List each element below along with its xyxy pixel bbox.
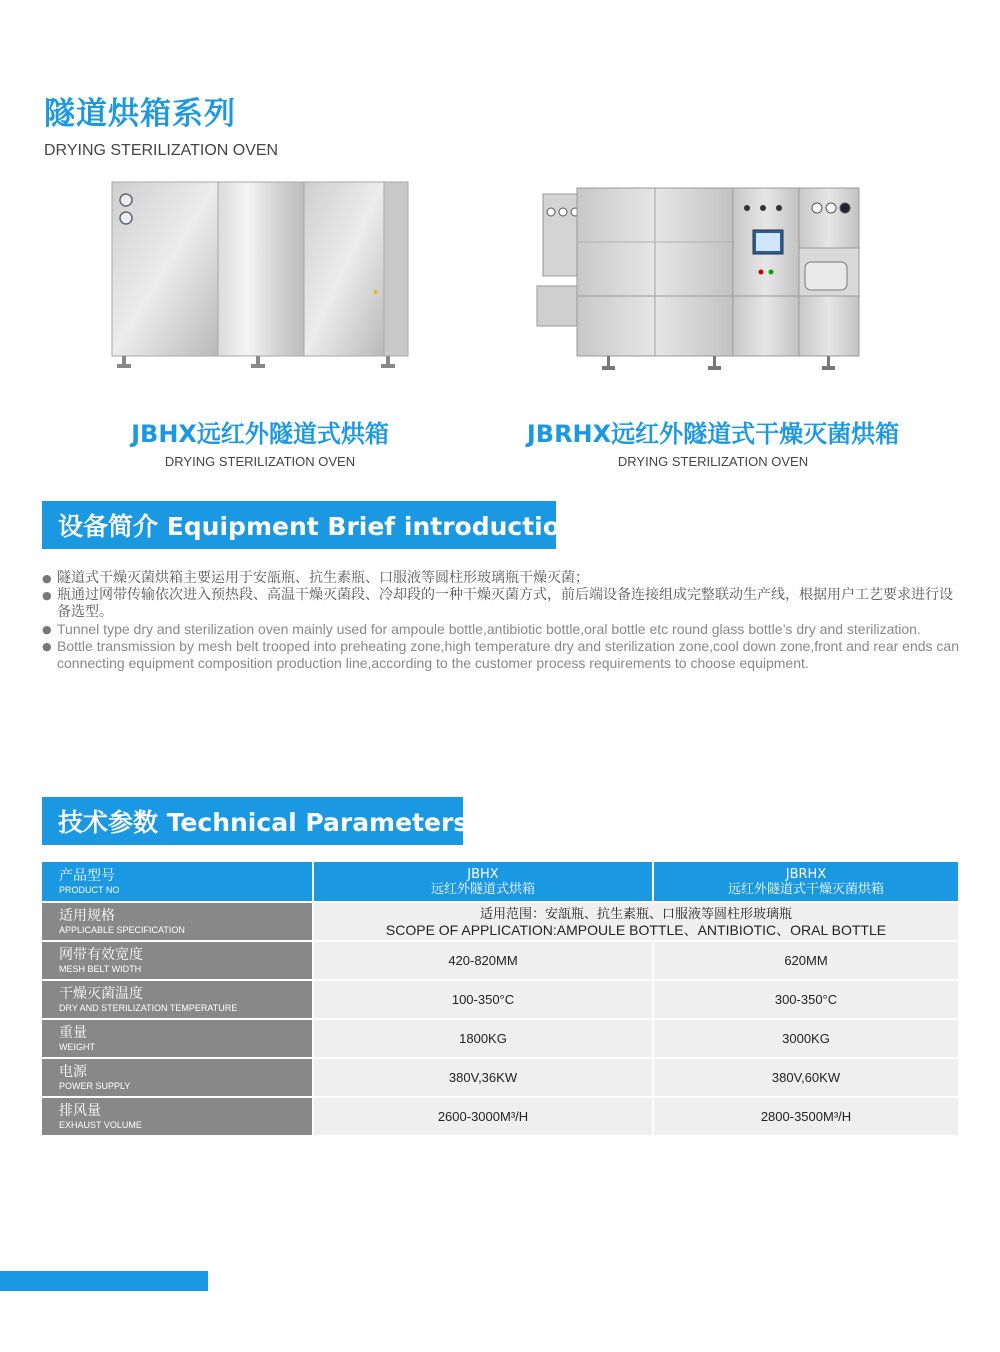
row-label bbox=[42, 1020, 314, 1057]
product-1-subtitle: DRYING STERILIZATION OVEN bbox=[164, 454, 356, 469]
row-label-zh: 适用规格 bbox=[59, 907, 115, 924]
params-heading: 技术参数 Technical Parameters bbox=[42, 797, 463, 845]
column-header-jbhx bbox=[314, 862, 654, 901]
bullet-icon: ● bbox=[42, 572, 52, 585]
row-label-en: MESH BELT WIDTH bbox=[59, 963, 142, 974]
table-cell: 380V,60KW bbox=[654, 1059, 958, 1096]
table-cell: 620MM bbox=[654, 942, 958, 979]
row-label-zh: 产品型号 bbox=[59, 867, 115, 884]
table-row bbox=[42, 981, 958, 1018]
jbhx-oven-image bbox=[108, 180, 410, 372]
table-row bbox=[42, 903, 958, 940]
intro-list bbox=[42, 570, 962, 672]
intro-item bbox=[42, 638, 962, 672]
product-2-subtitle: DRYING STERILIZATION OVEN bbox=[617, 454, 809, 469]
model-name: 远红外隧道式干燥灭菌烘箱 bbox=[727, 881, 884, 897]
table-cell: 300-350°C bbox=[654, 981, 958, 1018]
page-subtitle: DRYING STERILIZATION OVEN bbox=[44, 142, 279, 159]
row-label-en: APPLICABLE SPECIFICATION bbox=[59, 924, 185, 935]
model-code: JBRHX bbox=[785, 866, 827, 882]
intro-text: 瓶通过网带传输依次进入预热段、高温干燥灭菌段、冷却段的一种干燥灭菌方式，前后端设备连接组成完整联动生产线，根据用户工艺要求进行设备选型。 bbox=[57, 587, 953, 620]
table-cell: 100-350°C bbox=[314, 981, 654, 1018]
intro-text: Tunnel type dry and sterilization oven mainly used for ampoule bottle,antibiotic bottle,oral bottle etc round glass bottle’s dry and sterilization. bbox=[57, 621, 921, 637]
footer-accent-bar bbox=[0, 1271, 208, 1291]
row-label bbox=[42, 862, 314, 901]
row-label bbox=[42, 981, 314, 1018]
intro-item bbox=[42, 587, 962, 621]
row-label-en: POWER SUPPLY bbox=[59, 1080, 131, 1091]
table-row bbox=[42, 1059, 958, 1096]
product-2-name: JBRHX远红外隧道式干燥灭菌烘箱 bbox=[526, 420, 900, 448]
row-label-zh: 电源 bbox=[59, 1063, 87, 1080]
intro-heading: 设备简介 Equipment Brief introduction bbox=[42, 501, 556, 549]
bullet-icon: ● bbox=[42, 623, 52, 636]
table-row bbox=[42, 1098, 958, 1135]
application-value-en: SCOPE OF APPLICATION:AMPOULE BOTTLE、ANTIBIOTIC、ORAL BOTTLE bbox=[385, 921, 887, 938]
row-label-en: WEIGHT bbox=[59, 1041, 95, 1052]
column-header-jbrhx bbox=[654, 862, 958, 901]
bullet-icon: ● bbox=[42, 640, 52, 653]
table-row bbox=[42, 942, 958, 979]
table-cell: 420-820MM bbox=[314, 942, 654, 979]
row-label-en: PRODUCT NO bbox=[59, 884, 120, 895]
model-code: JBHX bbox=[467, 866, 499, 882]
row-label-en: EXHAUST VOLUME bbox=[59, 1119, 142, 1130]
row-label bbox=[42, 1059, 314, 1096]
table-cell: 3000KG bbox=[654, 1020, 958, 1057]
intro-text: Bottle transmission by mesh belt trooped into preheating zone,high temperature dry and sterilization zone,cool down zone,front and rear ends can connecting equipment composition production line,according to the customer process requirements to choose equipment. bbox=[57, 638, 959, 671]
bullet-icon: ● bbox=[42, 589, 52, 602]
table-header-row bbox=[42, 862, 958, 901]
table-cell: 1800KG bbox=[314, 1020, 654, 1057]
table-cell: 380V,36KW bbox=[314, 1059, 654, 1096]
row-label-zh: 网带有效宽度 bbox=[59, 946, 143, 963]
row-label-zh: 重量 bbox=[59, 1024, 87, 1041]
row-label bbox=[42, 942, 314, 979]
row-label bbox=[42, 1098, 314, 1135]
intro-item bbox=[42, 570, 962, 587]
table-cell: 2600-3000M³/H bbox=[314, 1098, 654, 1135]
jbrhx-oven-image bbox=[535, 186, 861, 376]
application-value-zh: 适用范围：安瓿瓶、抗生素瓶、口服液等圆柱形玻璃瓶 bbox=[479, 905, 792, 921]
application-value bbox=[314, 903, 958, 940]
row-label-zh: 干燥灭菌温度 bbox=[59, 985, 143, 1002]
table-cell: 2800-3500M³/H bbox=[654, 1098, 958, 1135]
intro-text: 隧道式干燥灭菌烘箱主要运用于安瓿瓶、抗生素瓶、口服液等圆柱形玻璃瓶干燥灭菌； bbox=[57, 570, 589, 586]
row-label-zh: 排风量 bbox=[59, 1102, 101, 1119]
product-1-name: JBHX远红外隧道式烘箱 bbox=[131, 420, 389, 448]
params-table bbox=[42, 860, 958, 1137]
table-row bbox=[42, 1020, 958, 1057]
page-title: 隧道烘箱系列 bbox=[44, 96, 236, 132]
row-label bbox=[42, 903, 314, 940]
model-name: 远红外隧道式烘箱 bbox=[430, 881, 535, 897]
intro-item bbox=[42, 621, 962, 638]
row-label-en: DRY AND STERILIZATION TEMPERATURE bbox=[59, 1002, 238, 1013]
